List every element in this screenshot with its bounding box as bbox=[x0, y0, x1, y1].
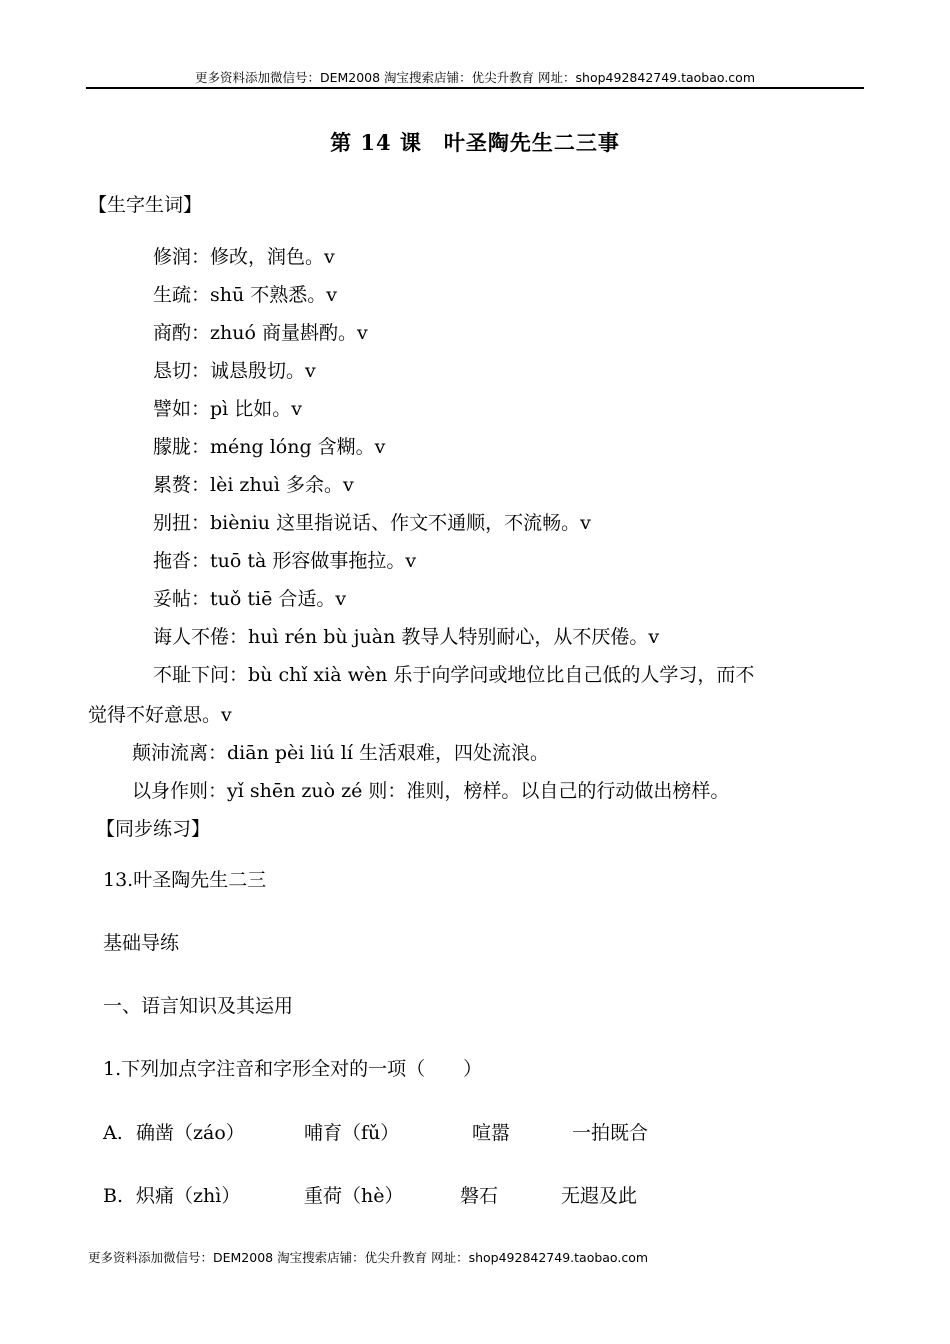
option-item: 无遐及此 bbox=[561, 1185, 638, 1207]
option-item: 重荷（hè） bbox=[304, 1185, 404, 1207]
page-title: 第 14 课 叶圣陶先生二三事 bbox=[330, 130, 620, 155]
vocab-item-long-line1: 不耻下问：bù chǐ xià wèn 乐于向学问或地位比自己低的人学习，而不 bbox=[153, 664, 755, 686]
vocab-item: 譬如：pì 比如。v bbox=[153, 398, 303, 420]
option-row-b bbox=[0, 1184, 950, 1208]
option-label: A. bbox=[103, 1122, 123, 1144]
vocab-item: 商酌：zhuó 商量斟酌。v bbox=[153, 322, 368, 344]
vocab-item: 别扭：bièniu 这里指说话、作文不通顺，不流畅。v bbox=[153, 512, 591, 534]
page-footer: 更多资料添加微信号：DEM2008 淘宝搜索店铺：优尖升教育 网址：shop492842749.taobao.com bbox=[88, 1250, 649, 1265]
vocab-item: 诲人不倦：huì rén bù juàn 教导人特别耐心，从不厌倦。v bbox=[153, 626, 660, 648]
vocab-item: 生疏：shū 不熟悉。v bbox=[153, 284, 337, 306]
vocab-item: 以身作则：yǐ shēn zuò zé 则：准则，榜样。以自己的行动做出榜样。 bbox=[132, 780, 730, 802]
option-item: 确凿（záo） bbox=[136, 1122, 245, 1144]
vocab-item: 累赘：lèi zhuì 多余。v bbox=[153, 474, 354, 496]
lesson-heading: 13.叶圣陶先生二三 bbox=[103, 869, 267, 891]
header-rule bbox=[86, 87, 864, 89]
vocab-item: 朦胧：méng lóng 含糊。v bbox=[153, 436, 386, 458]
option-item: 哺育（fǔ） bbox=[304, 1122, 400, 1144]
vocab-item: 拖沓：tuō tà 形容做事拖拉。v bbox=[153, 550, 417, 572]
vocab-item: 颠沛流离：diān pèi liú lí 生活艰难，四处流浪。 bbox=[132, 742, 549, 764]
section-heading-vocab: 【生字生词】 bbox=[88, 194, 203, 216]
option-item: 炽痛（zhì） bbox=[136, 1185, 241, 1207]
section-heading: 一、语言知识及其运用 bbox=[103, 995, 294, 1017]
vocab-item-long-line2: 觉得不好意思。v bbox=[88, 704, 232, 726]
option-item: 喧嚣 bbox=[472, 1122, 511, 1144]
page-header: 更多资料添加微信号：DEM2008 淘宝搜索店铺：优尖升教育 网址：shop492842749.taobao.com bbox=[194, 70, 756, 85]
option-label: B. bbox=[103, 1185, 124, 1207]
part-heading: 基础导练 bbox=[103, 932, 180, 954]
vocab-item: 修润：修改，润色。v bbox=[153, 246, 335, 268]
option-item: 磐石 bbox=[460, 1185, 499, 1207]
section-heading-practice: 【同步练习】 bbox=[96, 818, 211, 840]
option-item: 一拍既合 bbox=[572, 1122, 649, 1144]
question-text: 1.下列加点字注音和字形全对的一项（ ） bbox=[103, 1058, 483, 1080]
vocab-item: 妥帖：tuǒ tiē 合适。v bbox=[153, 588, 347, 610]
option-row-a bbox=[0, 1121, 950, 1145]
vocab-item: 恳切：诚恳殷切。v bbox=[153, 360, 316, 382]
